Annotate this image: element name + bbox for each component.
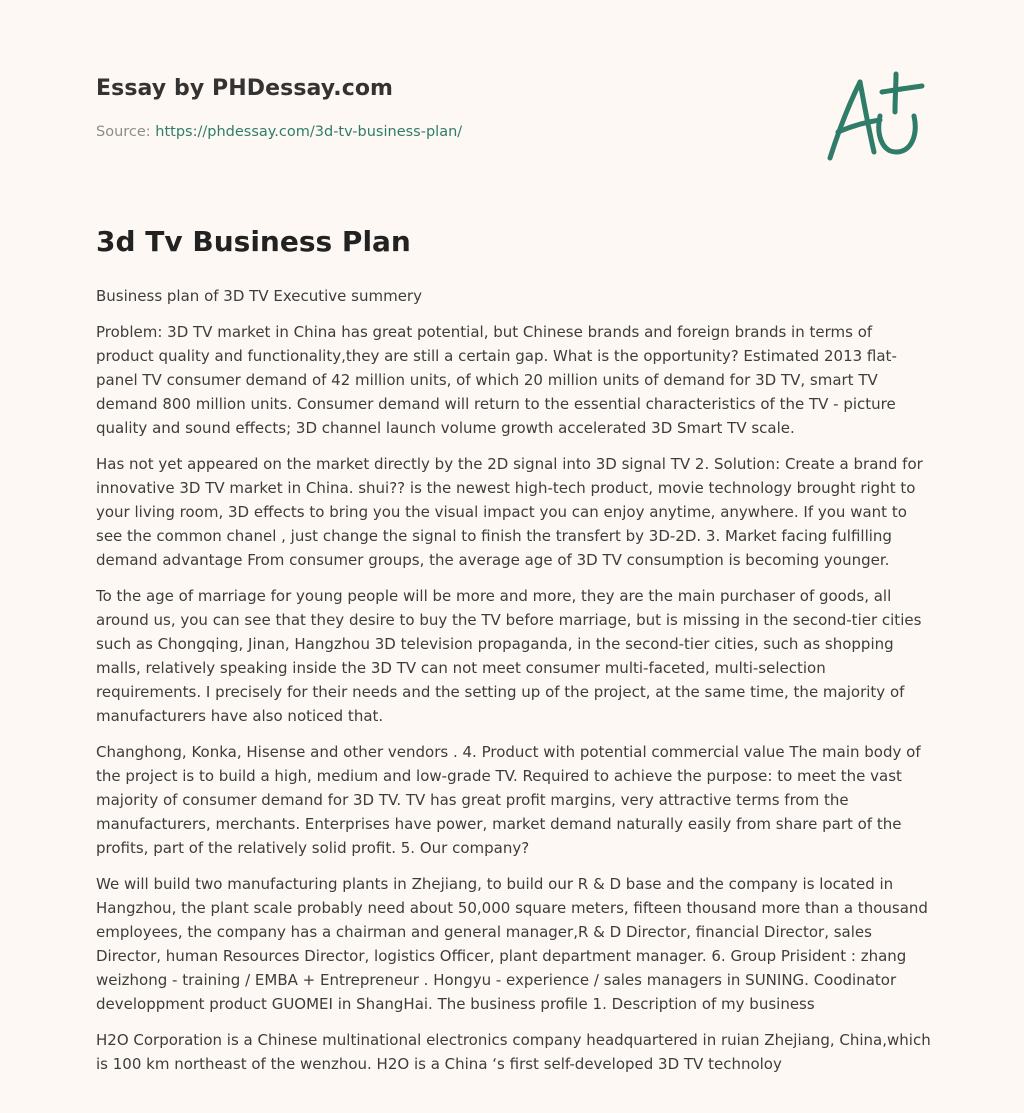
- a-plus-logo-icon: [818, 68, 928, 168]
- site-brand: Essay by PHDessay.com: [96, 76, 394, 101]
- paragraph: H2O Corporation is a Chinese multinational electronics company headquartered in ruian Zhejiang, China,which is 100 km northeast of the wenzhou. H2O is a China ‘s first self-developed 3D TV technoloy: [96, 1031, 931, 1073]
- essay-title: 3d Tv Business Plan: [96, 225, 411, 258]
- source-line: [96, 124, 462, 140]
- essay-body: [96, 284, 934, 1088]
- paragraph: Business plan of 3D TV Executive summery: [96, 287, 422, 305]
- paragraph: We will build two manufacturing plants in Zhejiang, to build our R & D base and the company is located in Hangzhou, the plant scale probably need about 50,000 square meters, fifteen thousand more than a thousand employees, the company has a chairman and general manager,R & D Director, financial Director, sales Director, human Resources Director, logistics Officer, plant department manager. 6. Group Prisident : zhang weizhong - training / EMBA + Entrepreneur . Hongyu - experience / sales managers in SUNING. Coodinator developpment product GUOMEI in ShangHai. The business profile 1. Description of my business: [96, 875, 928, 1013]
- source-label: Source:: [96, 124, 151, 140]
- paragraph: To the age of marriage for young people will be more and more, they are the main purchaser of goods, all around us, you can see that they desire to buy the TV before marriage, but is missing in the second-tier cities such as Chongqing, Jinan, Hangzhou 3D television propaganda, in the second-tier cities, such as shopping malls, relatively speaking inside the 3D TV can not meet consumer multi-faceted, multi-selection requirements. I precisely for their needs and the setting up of the project, at the same time, the majority of manufacturers have also noticed that.: [96, 587, 922, 725]
- paragraph: Changhong, Konka, Hisense and other vendors . 4. Product with potential commercial value The main body of the project is to build a high, medium and low-grade TV. Required to achieve the purpose: to meet the vast majority of consumer demand for 3D TV. TV has great profit margins, very attractive terms from the manufacturers, merchants. Enterprises have power, market demand naturally easily from share part of the profits, part of the relatively solid profit. 5. Our company?: [96, 743, 921, 857]
- paragraph: Has not yet appeared on the market directly by the 2D signal into 3D signal TV 2. Solution: Create a brand for innovative 3D TV market in China. shui?? is the newest high-tech product, movie technology brought right to your living room, 3D effects to bring you the visual impact you can enjoy anytime, anywhere. If you want to see the common chanel , just change the signal to finish the transfert by 3D-2D. 3. Market facing fulfilling demand advantage From consumer groups, the average age of 3D TV consumption is becoming younger.: [96, 455, 923, 569]
- paragraph: Problem: 3D TV market in China has great potential, but Chinese brands and foreign brands in terms of product quality and functionality,they are still a certain gap. What is the opportunity? Estimated 2013 flat-panel TV consumer demand of 42 million units, of which 20 million units of demand for 3D TV, smart TV demand 800 million units. Consumer demand will return to the essential characteristics of the TV - picture quality and sound effects; 3D channel launch volume growth accelerated 3D Smart TV scale.: [96, 323, 897, 437]
- source-link[interactable]: https://phdessay.com/3d-tv-business-plan/: [155, 124, 463, 140]
